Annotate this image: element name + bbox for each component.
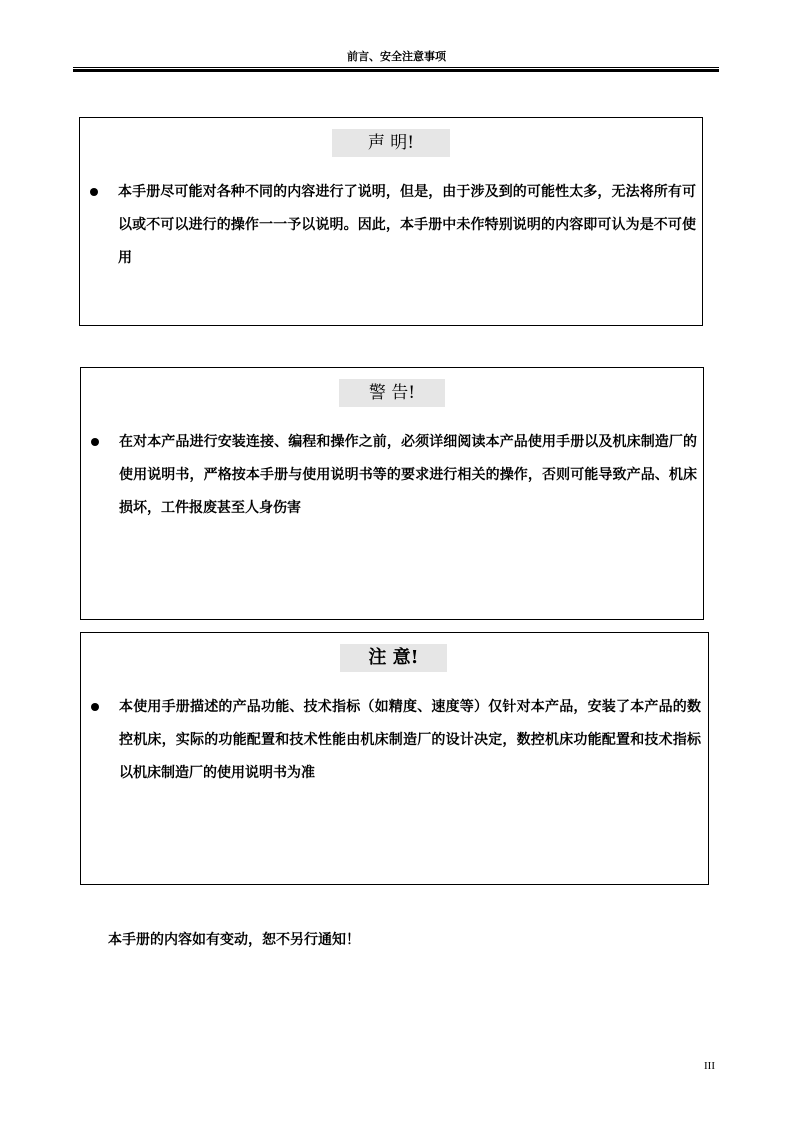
change-notice: 本手册的内容如有变动，恕不另行通知！: [108, 932, 360, 948]
warning-title: 警 告!: [339, 379, 445, 407]
caution-title: 注 意!: [340, 644, 447, 672]
page-header-title: 前言、安全注意事项: [347, 50, 446, 63]
page-number: III: [704, 1060, 715, 1072]
bullet-icon: [91, 438, 99, 446]
declaration-text: 本手册尽可能对各种不同的内容进行了说明，但是，由于涉及到的可能性太多，无法将所有可以或不可以进行的操作一一予以说明。因此，本手册中未作特别说明的内容即可认为是不可使用: [118, 184, 696, 266]
warning-text: 在对本产品进行安装连接、编程和操作之前，必须详细阅读本产品使用手册以及机床制造厂的使用说明书，严格按本手册与使用说明书等的要求进行相关的操作，否则可能导致产品、机床损坏，工件报废甚至人身伤害: [119, 434, 697, 516]
header-rule-thin: [73, 67, 719, 68]
declaration-box: [79, 117, 703, 326]
bullet-icon: [91, 703, 99, 711]
declaration-title: 声 明!: [332, 129, 450, 157]
caution-text: 本使用手册描述的产品功能、技术指标（如精度、速度等）仅针对本产品，安装了本产品的数控机床，实际的功能配置和技术性能由机床制造厂的设计决定，数控机床功能配置和技术指标以机床制造厂的使用说明书为准: [119, 699, 701, 781]
caution-box: [80, 632, 709, 885]
header-rule-thick: [73, 69, 719, 72]
warning-box: [80, 367, 704, 620]
bullet-icon: [90, 188, 98, 196]
